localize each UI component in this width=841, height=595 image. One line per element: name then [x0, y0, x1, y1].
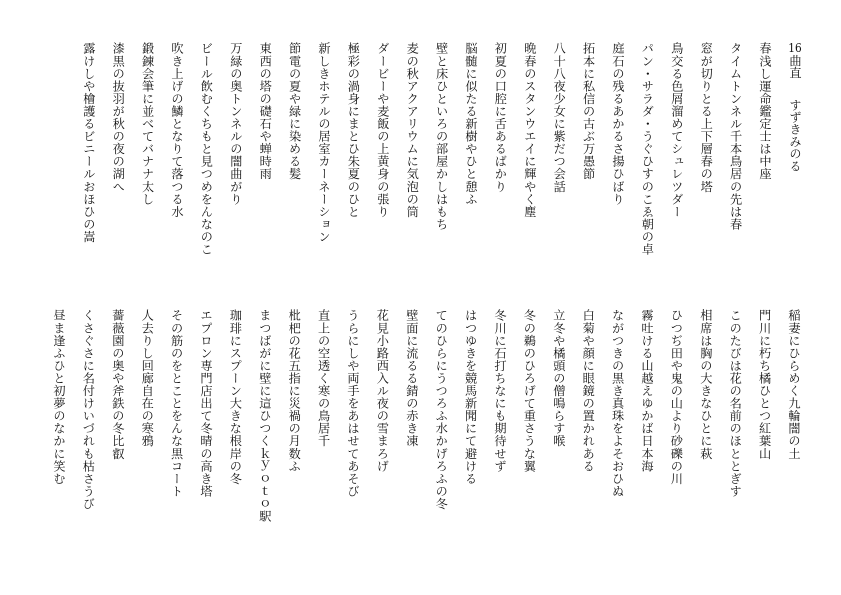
haiku-line: 拓本に私信の古ぶ万愚節 — [581, 42, 596, 181]
haiku-line: 白菊や顔に眼鏡の置かれある — [581, 309, 596, 473]
haiku-line: 昼ま逢ふひと初夢のなかに笑む — [52, 309, 66, 485]
haiku-line: ながつきの黒き真珠をよそおひぬ — [610, 309, 625, 498]
haiku-line: 相席は胸の大きなひとに萩 — [698, 309, 713, 460]
haiku-line: 晩春のスタンウエイに輝やく塵 — [522, 42, 537, 218]
haiku-line: ビール飲むくちもと見つめをんなのこ — [199, 42, 214, 256]
haiku-line: 極彩の渦身にまとひ朱夏のひと — [346, 42, 361, 218]
haiku-line: ダービーや麦飯の上黄身の張り — [375, 42, 390, 218]
haiku-line: 壁と床ひといろの部屋かしはもち — [434, 42, 449, 231]
title-column — [788, 42, 802, 172]
haiku-line: はつゆきを競馬新聞にて避ける — [463, 309, 478, 485]
haiku-line: 立冬や橘頭の僧鳴らす喉 — [551, 309, 566, 448]
poem-sequence-title — [788, 42, 802, 79]
haiku-line: 東西の塔の礎石や蝉時雨 — [258, 42, 273, 181]
haiku-line: このたびは花の名前のほととぎす — [728, 309, 743, 498]
haiku-line: エプロン専門店出て冬晴の高き塔 — [199, 309, 213, 498]
author-name: すずきみのる — [788, 98, 802, 172]
haiku-line: その筋のをとことをんな黒コート — [169, 309, 184, 498]
haiku-line: 壁面に流るる錆の赤き凍 — [404, 309, 419, 448]
haiku-line: 冬川に石打ちなにも期待せず — [493, 309, 507, 473]
haiku-line: 鳥交る色屑溜めてシュレツダー — [669, 42, 684, 218]
haiku-line: 万緑の奥トンネルの闇曲がり — [228, 42, 243, 206]
haiku-line: 八十八夜少女に紫だつ会話 — [552, 42, 567, 193]
haiku-line: 冬の鵜のひろげて重さうな翼 — [522, 309, 537, 473]
haiku-line: 珈琲にスプーン大きな根岸の冬 — [228, 309, 243, 485]
haiku-line: 露けしや檜護るビニールおほひの嵩 — [81, 42, 96, 243]
haiku-line: 窓が切りとる上下層春の塔 — [699, 42, 714, 193]
haiku-line: 新しきホテルの居室カーネーション — [317, 42, 331, 243]
haiku-line: 麦の秋アクアリウムに気泡の筒 — [405, 42, 420, 218]
haiku-line: 吹き上げの鱗となりて落つる水 — [170, 42, 184, 218]
haiku-line: 薔薇園の奥や斧鉄の冬比叡 — [110, 309, 125, 460]
haiku-line: 人去りし回廊自在の寒鴉 — [140, 309, 155, 448]
haiku-line: まつばがに壁に這ひつくｋｙｏｔｏ駅 — [257, 309, 272, 523]
sequence-title-text: 曲直 — [788, 54, 802, 79]
haiku-line: 門川に朽ち橘ひとつ紅葉山 — [757, 309, 772, 460]
haiku-line: ひつぢ田や鬼の山より砂礫の川 — [669, 309, 684, 485]
haiku-line: タイムトンネル千本鳥居の先は春 — [728, 42, 743, 231]
haiku-line: 花見小路西入ル夜の雪まろげ — [375, 309, 390, 473]
haiku-line: くさぐさに名付けいづれも枯さうび — [81, 309, 96, 510]
haiku-line: てのひらにうつろふ水かげろふの冬 — [434, 309, 449, 510]
haiku-line: 枇杷の花五指に災禍の月数ふ — [287, 309, 302, 473]
haiku-line: 庭石の残るあかるさ揚ひばり — [611, 42, 625, 206]
haiku-line: 初夏の口腔に舌あるばかり — [493, 42, 508, 193]
haiku-line: パン・サラダ・うぐひすのこゑ朝の卓 — [640, 42, 655, 256]
haiku-line: 稲妻にひらめく九輪闇の土 — [787, 309, 801, 460]
haiku-line: 節電の夏や緑に染める髪 — [287, 42, 302, 181]
haiku-line: 鍛錬会筆に並べてバナナ太し — [140, 42, 155, 206]
haiku-line: 霧吐ける山越えゆかば日本海 — [640, 309, 654, 473]
haiku-line: 脳髄に似たる新樹やひと憩ふ — [464, 42, 478, 206]
haiku-line: 漆黒の抜羽が秋の夜の湖へ — [111, 42, 126, 193]
haiku-line: 直上の空透く寒の鳥居千 — [316, 309, 331, 448]
haiku-line: うらにしや両手をあはせてあそび — [346, 309, 360, 498]
haiku-line: 春浅し運命鑑定士は中座 — [758, 42, 772, 181]
sequence-number: 16 — [788, 42, 802, 55]
